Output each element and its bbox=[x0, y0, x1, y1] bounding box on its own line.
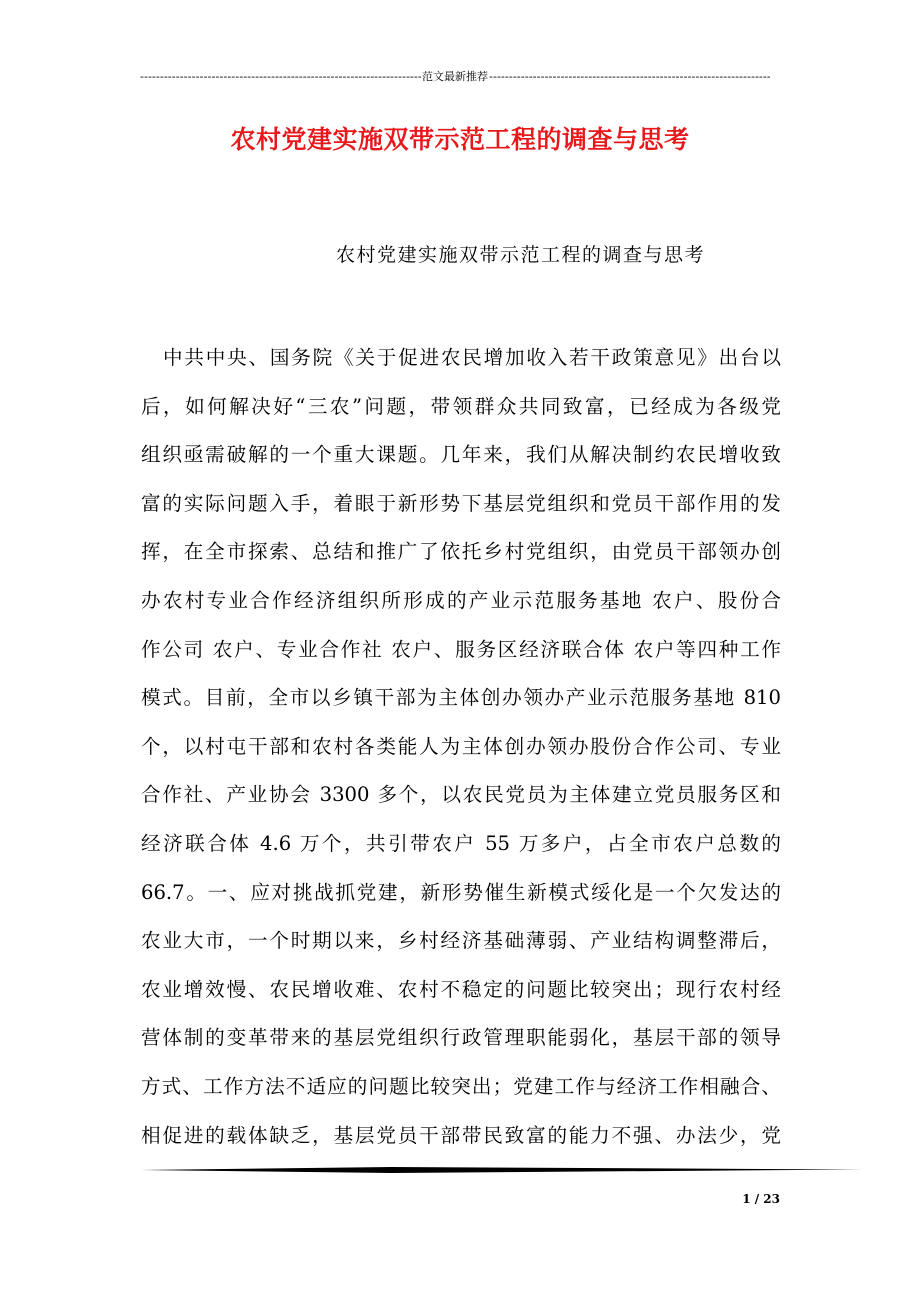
body-line: 中共中央、国务院《关于促进农民增加收入若干政策意见》出台以 bbox=[163, 346, 781, 369]
body-line: 作公司 农户、专业合作社 农户、服务区经济联合体 农户等四种工作 bbox=[141, 637, 781, 661]
body-line: 合作社、产业协会 3300 多个，以农民党员为主体建立党员服务区和 bbox=[141, 783, 781, 807]
document-subtitle: 农村党建实施双带示范工程的调查与思考 bbox=[336, 244, 706, 266]
body-line: 后，如何解决好“三农”问题，带领群众共同致富，已经成为各级党 bbox=[141, 394, 781, 418]
body-line: 农业大市，一个时期以来，乡村经济基础薄弱、产业结构调整滞后， bbox=[141, 929, 781, 953]
body-line: 66.7。一、应对挑战抓党建，新形势催生新模式绥化是一个欠发达的 bbox=[141, 880, 781, 904]
body-line: 相促进的载体缺乏，基层党员干部带民致富的能力不强、办法少，党 bbox=[141, 1123, 781, 1147]
header-dashes-right bbox=[489, 68, 770, 86]
body-paragraph bbox=[141, 334, 781, 1160]
body-line: 个，以村屯干部和农村各类能人为主体创办领办股份合作公司、专业 bbox=[141, 734, 781, 758]
page-number: 1 / 23 bbox=[742, 1192, 780, 1206]
body-line: 办农村专业合作经济组织所形成的产业示范服务基地 农户、股份合 bbox=[141, 588, 781, 612]
footer-rule bbox=[141, 1166, 863, 1174]
body-line: 营体制的变革带来的基层党组织行政管理职能弱化，基层干部的领导 bbox=[141, 1026, 781, 1050]
body-line: 模式。目前，全市以乡镇干部为主体创办领办产业示范服务基地 810 bbox=[141, 686, 781, 710]
header-label: 范文最新推荐 bbox=[422, 70, 488, 83]
body-line: 组织亟需破解的一个重大课题。几年来，我们从解决制约农民增收致 bbox=[141, 443, 781, 467]
body-line: 挥，在全市探索、总结和推广了依托乡村党组织，由党员干部领办创 bbox=[141, 540, 781, 564]
page-header-rule bbox=[140, 68, 770, 86]
header-dashes-left bbox=[140, 68, 421, 86]
body-line: 方式、工作方法不适应的问题比较突出；党建工作与经济工作相融合、 bbox=[141, 1074, 781, 1098]
document-title: 农村党建实施双带示范工程的调查与思考 bbox=[230, 125, 690, 154]
body-line: 富的实际问题入手，着眼于新形势下基层党组织和党员干部作用的发 bbox=[141, 491, 781, 515]
body-line: 经济联合体 4.6 万个，共引带农户 55 万多户，占全市农户总数的 bbox=[141, 831, 781, 855]
body-line: 农业增效慢、农民增收难、农村不稳定的问题比较突出；现行农村经 bbox=[141, 977, 781, 1001]
